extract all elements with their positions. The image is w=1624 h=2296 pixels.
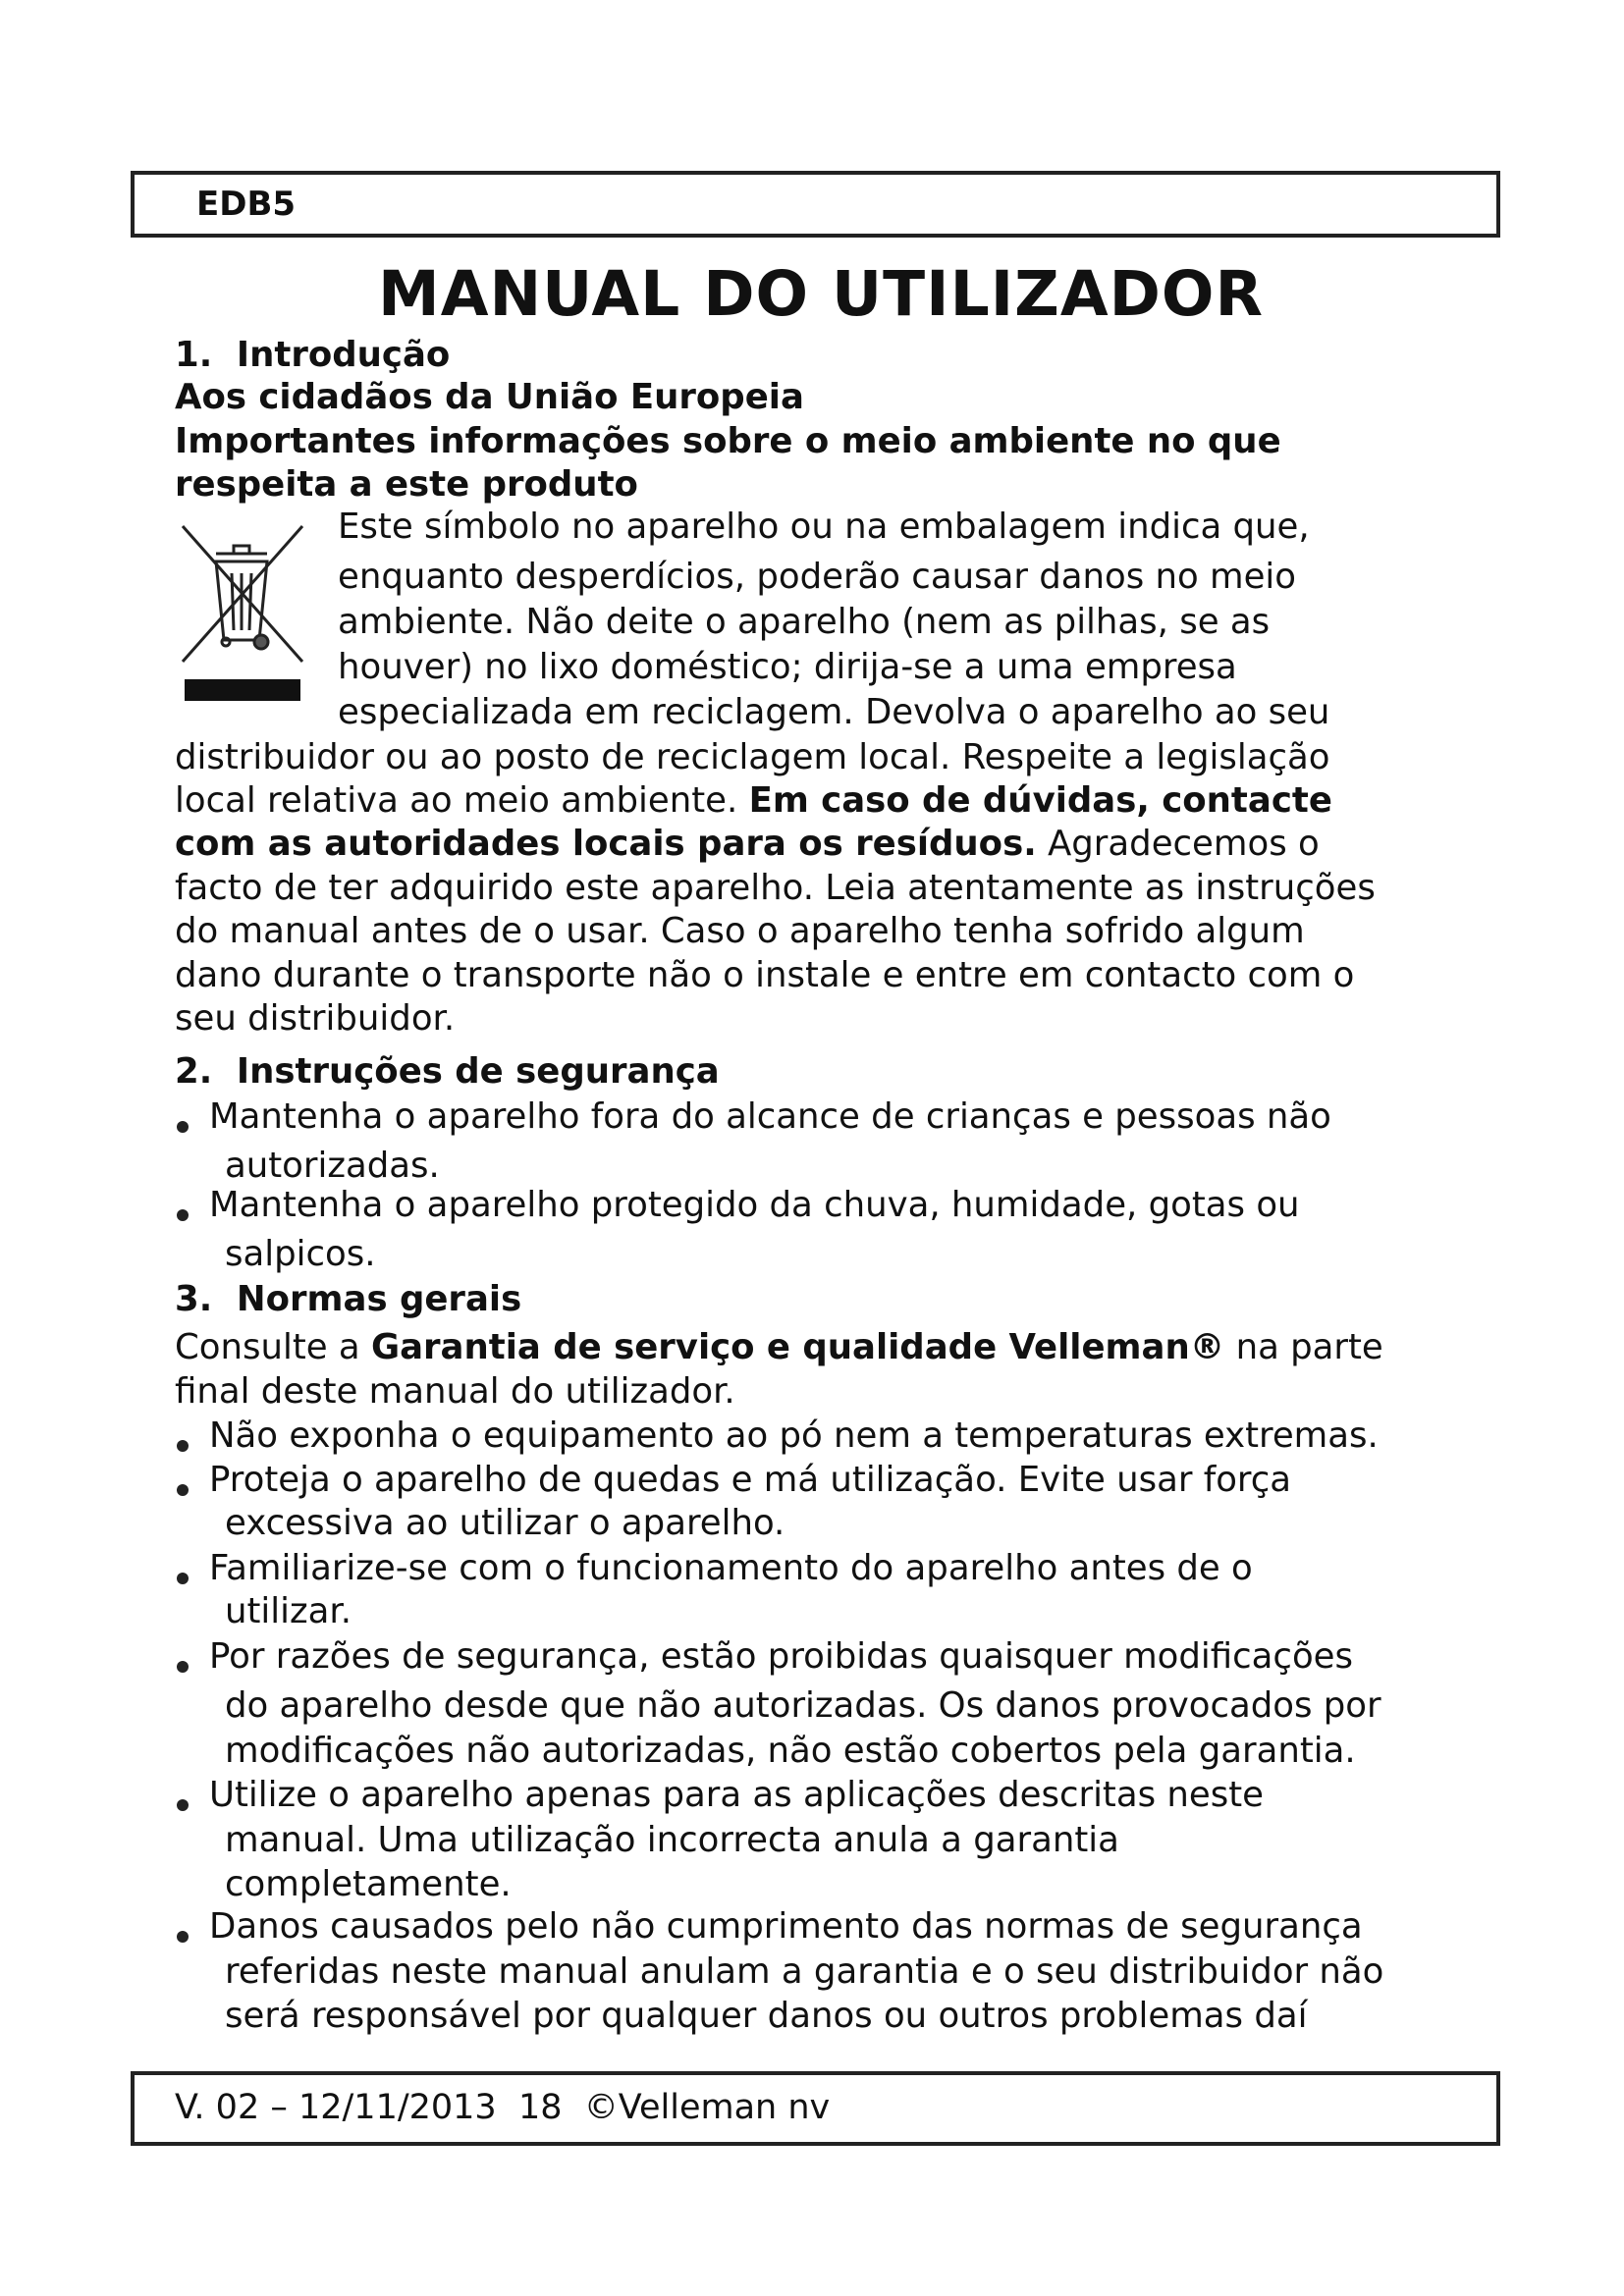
- section-heading-safety: 2. Instruções de segurança: [175, 1051, 720, 1092]
- intro-paragraph-line: [175, 779, 1332, 823]
- subheading-environment-line2: respeita a este produto: [175, 464, 638, 505]
- general-bullet-line: utilizar.: [225, 1591, 352, 1631]
- general-bullet-line: manual. Uma utilização incorrecta anula a garantia: [225, 1820, 1119, 1860]
- intro-text-normal: Agradecemos o: [1036, 824, 1320, 864]
- bullet-icon: [177, 1121, 189, 1133]
- intro-paragraph-line: do manual antes de o usar. Caso o aparelho tenha sofrido algum: [175, 911, 1305, 951]
- general-intro-line: [175, 1326, 1383, 1369]
- safety-bullet-line: autorizadas.: [225, 1146, 440, 1186]
- warranty-reference: Garantia de serviço e qualidade Velleman®: [370, 1327, 1225, 1367]
- safety-bullet-line: Mantenha o aparelho protegido da chuva, humidade, gotas ou: [209, 1185, 1300, 1225]
- intro-paragraph-line: distribuidor ou ao posto de reciclagem local. Respeite a legislação: [175, 737, 1330, 777]
- bullet-icon: [177, 1931, 189, 1943]
- intro-paragraph-line: houver) no lixo doméstico; dirija-se a uma empresa: [338, 647, 1237, 687]
- header-frame: [131, 171, 1500, 238]
- general-bullet-line: Proteja o aparelho de quedas e má utilização. Evite usar força: [209, 1460, 1292, 1500]
- model-number: EDB5: [196, 185, 297, 224]
- section-heading-general: 3. Normas gerais: [175, 1279, 522, 1319]
- general-bullet-line: Não exponha o equipamento ao pó nem a temperaturas extremas.: [209, 1415, 1379, 1456]
- general-bullet-line: Familiarize-se com o funcionamento do aparelho antes de o: [209, 1548, 1253, 1588]
- footer-version-info: V. 02 – 12/11/2013 18 ©Velleman nv: [175, 2088, 831, 2127]
- general-bullet-line: do aparelho desde que não autorizadas. Os danos provocados por: [225, 1685, 1381, 1726]
- intro-text-normal: local relativa ao meio ambiente.: [175, 780, 749, 821]
- intro-paragraph-line: ambiente. Não deite o aparelho (nem as pilhas, se as: [338, 602, 1271, 642]
- intro-text-bold: com as autoridades locais para os resíduos.: [175, 824, 1037, 864]
- bullet-icon: [177, 1661, 189, 1673]
- general-bullet-line: completamente.: [225, 1864, 512, 1904]
- bullet-icon: [177, 1799, 189, 1811]
- bullet-icon: [177, 1440, 189, 1452]
- intro-paragraph-line: [175, 823, 1320, 866]
- bullet-icon: [177, 1573, 189, 1584]
- intro-paragraph-line: especializada em reciclagem. Devolva o aparelho ao seu: [338, 692, 1330, 732]
- general-bullet-line: modificações não autorizadas, não estão cobertos pela garantia.: [225, 1731, 1356, 1771]
- general-bullet-line: será responsável por qualquer danos ou outros problemas daí: [225, 1996, 1308, 2036]
- page-title: MANUAL DO UTILIZADOR: [378, 258, 1264, 330]
- general-intro-text: Consulte a: [175, 1327, 371, 1367]
- intro-text-bold: Em caso de dúvidas, contacte: [748, 780, 1332, 821]
- intro-paragraph-line: Este símbolo no aparelho ou na embalagem indica que,: [338, 507, 1310, 547]
- weee-crossed-out-bin-icon: [177, 512, 308, 709]
- bullet-icon: [177, 1209, 189, 1221]
- general-bullet-line: referidas neste manual anulam a garantia e o seu distribuidor não: [225, 1951, 1384, 1992]
- section-heading-introduction: 1. Introdução: [175, 335, 451, 375]
- intro-paragraph-line: seu distribuidor.: [175, 998, 456, 1039]
- safety-bullet-line: Mantenha o aparelho fora do alcance de crianças e pessoas não: [209, 1096, 1331, 1137]
- intro-paragraph-line: facto de ter adquirido este aparelho. Leia atentamente as instruções: [175, 868, 1376, 908]
- general-intro-line: final deste manual do utilizador.: [175, 1371, 735, 1412]
- general-intro-text: na parte: [1224, 1327, 1383, 1367]
- general-bullet-line: Danos causados pelo não cumprimento das normas de segurança: [209, 1906, 1363, 1947]
- intro-paragraph-line: dano durante o transporte não o instale e entre em contacto com o: [175, 955, 1355, 995]
- subheading-environment-line1: Importantes informações sobre o meio ambiente no que: [175, 421, 1281, 461]
- general-bullet-line: Utilize o aparelho apenas para as aplicações descritas neste: [209, 1775, 1264, 1815]
- general-bullet-line: Por razões de segurança, estão proibidas quaisquer modificações: [209, 1636, 1353, 1677]
- general-bullet-line: excessiva ao utilizar o aparelho.: [225, 1503, 785, 1543]
- bullet-icon: [177, 1484, 189, 1496]
- intro-paragraph-line: enquanto desperdícios, poderão causar danos no meio: [338, 557, 1297, 597]
- subheading-eu-citizens: Aos cidadãos da União Europeia: [175, 377, 804, 417]
- safety-bullet-line: salpicos.: [225, 1234, 376, 1274]
